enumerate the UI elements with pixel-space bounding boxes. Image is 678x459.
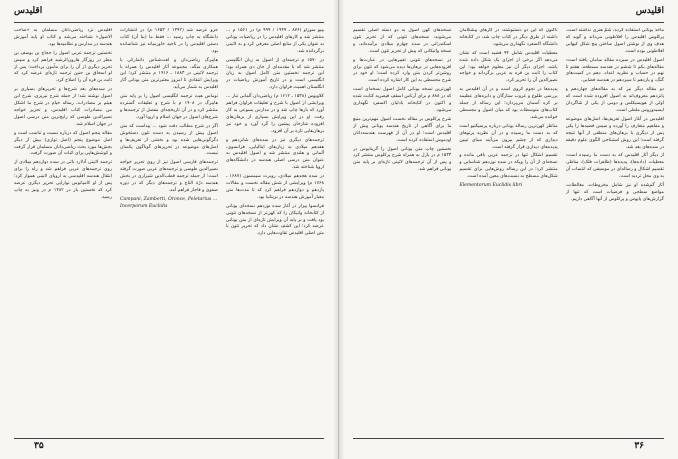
paragraph: در ۱۵۷۰ م ترجمه‌ای از اصول به زبان انگلیسی منتشر شد که با مقدمه‌ای از جان دی همراه بود؛ این ترجمه نخستین متن کامل اصول به زبان انگلیسی است و در تاریخ آموزش ریاضیات در انگلستان اهمیت فراوان دارد. <box>226 57 324 91</box>
left-page-column-3 <box>14 28 112 435</box>
right-page-column-1 <box>566 28 664 435</box>
paragraph: مناظر کهن‌ترین رساله یونانی درباره پرسپکتیو است که به دست ما رسیده و در آن نظریه پرتوهای دیداری که از چشم بیرون می‌آیند مبنای تبیین پدیده‌های دیداری قرار گرفته است. <box>459 123 558 150</box>
right-page-header <box>353 6 664 23</box>
paragraph: مقاله پنجم اصول که درباره نسبت و تناسب است و اصل موضوع پنجم (اصل توازی) بیش از دیگر بخش‌ها مورد بحث ریاضی‌دانان مسلمان قرار گرفت و کوشش‌هایی برای اثبات آن صورت گرفت. <box>14 130 112 157</box>
paragraph: نخستین چاپ متن یونانی اصول را گرینایوس در ۱۵۳۳ م در بازل به همراه شرح پرکلوس منتشر کرد و پس از آن ترجمه‌های لاتینی تازه‌ای بر پایه متن یونانی فراهم شد. <box>353 146 452 173</box>
left-page-columns <box>14 28 324 435</box>
paragraph: پدیده‌ها در نجوم کروی است و در آن اقلیدس به بررسی طلوع و غروب ستارگان و دایره‌های عظیمه بر کره آسمان می‌پردازد؛ این رساله از جمله کتاب‌های متوسطات بود که میان اصول و مجسطی خوانده می‌شد. <box>459 87 558 120</box>
right-page <box>339 0 678 459</box>
right-page-column-2 <box>459 28 557 435</box>
right-page-columns <box>353 28 664 435</box>
left-page-running-title: اقلیدس <box>14 6 43 16</box>
paragraph: ترجمه‌های فارسی اصول نیز از روی تحریر خواجه نصیرالدین طوسی و ترجمه‌های عربی صورت گرفته است؛ از جمله ترجمه قطب‌الدین شیرازی در بخش هندسه درّة التاج و ترجمه‌های دیگر که در دوره صفوی و قاجار فراهم آمد. <box>120 160 218 193</box>
left-page-header <box>14 6 324 23</box>
left-page-column-1 <box>226 28 324 435</box>
right-page-footer <box>353 438 664 453</box>
paragraph: در سده هجدهم میلادی، روبرت سیمسون (۱۶۸۷ ـ ۱۷۶۸ م) ویرایشی از شش مقاله نخست و مقالات یازدهم و دوازدهم فراهم کرد که تا مدت‌ها متن معیار آموزش هندسه در بریتانیا بود. <box>226 174 324 200</box>
latin-citation: Campani, Zamberti, Oronce, Peletarius ... Incerporum Euclidis <box>120 196 218 209</box>
paragraph: کهن‌ترین نسخه یونانی کامل اصول نسخه‌ای است که در ۸۸۸ م برای آرتاس اسقف قیصریه کتابت شده و اکنون در کتابخانه بادلیان اکسفرد نگهداری می‌شود. <box>353 87 452 113</box>
paragraph: توماس هیث ترجمه انگلیسی اصول را بر پایه متن هایبرگ در ۱۹۰۸ م با شرح و تعلیقات گسترده منتشر کرد و در آن تاریخچه‌ای مفصل از ترجمه‌ها و شرح‌های اصول در جهان اسلام و اروپا آورد. <box>120 94 218 120</box>
paragraph: از دیگر آثار اقلیدس که به دست ما رسیده است: معطیات (داده‌ها)، پدیده‌ها (ظاهرات فلک)، مناظر، تقسیم اشکال و رساله‌ای در موسیقی که انتساب آن به وی محل تردید است. <box>565 153 664 180</box>
paragraph: هایبرگ ریاضی‌دان و لغت‌شناس دانمارکی با همکاری منگه، مجموعه آثار اقلیدس را همراه با ترجمه لاتینی در ۱۸۸۳ ـ ۱۹۱۶ م منتشر کرد؛ این ویرایش انتقادی تا امروز معتبرترین متن یونانی آثار اقلیدس به شمار می‌آید. <box>120 57 218 91</box>
latin-citation: Elementorum Euclidis libri <box>459 183 523 189</box>
paragraph: مِیو سوزاو (۸۷۶ ـ ۱۹۴۹ / ۹۹۹ م) در ۱۵۶۱ م ... منتشر شد و کارهای اقلیدس را در ریاضیات یونانی به عنوان یکی از منابع اصلی معرفی کرد و به لاتینی برگردانده شد. <box>226 28 324 54</box>
paragraph: فرانسوا پیرار در آغاز سده نوزدهم نسخه‌ای یونانی از کتابخانه واتیکان را که کهن‌تر از نسخه‌های تئونی بود یافت و بر پایه آن ویرایش تازه‌ای از متن یونانی عرضه کرد؛ این کشف نشان داد که تحریر تئون با متن اصلی اقلیدس تفاوت‌هایی دارد. <box>226 203 324 237</box>
paragraph: دو مقاله دیگر نیز که به مقاله‌های چهاردهم و پانزدهم معروف‌اند به اصول افزوده شده است که اولی از هوپسیکلس و دومی از یکی از شاگردان ایسیدوروس ملطی است. <box>565 87 664 113</box>
paragraph: در سده‌های بعد شرح‌ها و تحریرهای بسیاری بر اصول نوشته شد؛ از جمله شرح نیریزی، شرح ابن هیثم بر مصادرات، رساله خیام در شرح ما اشکل من مصادرات کتاب اقلیدس، و تحریر خواجه نصیرالدین طوسی که رایج‌ترین متن درسی اصول در جهان اسلام شد. <box>14 87 112 127</box>
paragraph: در نسخه‌های تئونی تغییرهایی در عبارت‌ها و افزوده‌هایی در برهان‌ها دیده می‌شود که تئون برای روشن‌تر کردن متن وارد کرده است؛ او خود در شرح مجسطی به این کار اشاره کرده است. <box>353 57 452 84</box>
left-page-number: ۳۵ <box>34 441 44 451</box>
paragraph: ترجمه‌های دیگری نیز در سده‌های شانزدهم و هفدهم میلادی به زبان‌های ایتالیایی، فرانسوی، آلمانی و هلندی منتشر شد و اصول اقلیدس به عنوان متن درسی اصلی هندسه در دانشگاه‌های اروپا شناخته شد. <box>226 137 324 171</box>
book-gutter-shadow <box>333 0 345 459</box>
paragraph: اگر در شرح مطالب دقت شود ... پیداست که متن اصول پیش از رسیدن به دست تئون دستخوش دگرگونی‌هایی شده بود و بخشی از تعریف‌ها و اصل‌های موضوعه در تحریرهای گوناگون یکسان نیست. <box>120 123 218 157</box>
left-page-column-2 <box>120 28 218 435</box>
paragraph: نخستین ترجمه عربی اصول را حجاج بن یوسف بن مطر در روزگار هارون‌الرشید فراهم کرد و سپس تحریر دیگری از آن را برای مأمون پرداخت؛ پس از او اسحاق بن حنین ترجمه تازه‌ای عرضه کرد که ثابت بن قره آن را اصلاح کرد. <box>14 50 112 84</box>
paragraph: نسخه‌های کهن اصول به دو دسته اصلی تقسیم می‌شوند: نسخه‌های تئونی که از تحریر تئون اسکندرانی در سده چهارم میلادی برآمده‌اند، و نسخه واتیکانی که پیش از تحریر تئون است. <box>353 28 452 54</box>
paragraph: کلاویوس (۱۵۳۸ ـ ۱۶۱۲ م) ریاضی‌دان آلمانی تبار ... ویرایشی از اصول با شرح و تعلیقات فراوان فراهم آورد که بارها چاپ شد و در مدارس یسوعی به کار رفت. او در این ویرایش بسیاری از برهان‌های افزوده شارحان پیشین را گرد آورد و خود نیز برهان‌هایی تازه بر آن افزود. <box>226 94 324 134</box>
paragraph: مآخذ یونانی استفاده کرده، شمّ هنری نداشته است. پرکلوس اقلیدس را افلاطونی می‌داند و گوید که هدف وی از نوشتن اصول ساختن پنج شکل کیهانی افلاطونی بوده است. <box>565 28 664 54</box>
paragraph: ترجمه لاتینی آدلارد باثی در سده دوازدهم میلادی از روی ترجمه‌های عربی فراهم شد و راه را برای انتقال هندسه اقلیدسی به اروپای لاتینی هموار کرد؛ پس از او کامپانوس نوارایی تحریر دیگری عرضه کرد که نخستین بار در ۱۴۸۲ م در ونیز به چاپ رسید. <box>14 160 112 200</box>
paragraph: اقلیدس در آغاز اصول تعریف‌ها، اصل‌های موضوعه و مفاهیم متعارف را آورده و سپس قضیه‌ها را یکی پس از دیگری با برهان‌های منطقی از آنها نتیجه گرفته است؛ این روش استنتاجی الگوی علوم دقیقه در سده‌های بعد شد. <box>565 116 664 150</box>
left-page-footer <box>14 438 324 453</box>
paragraph: جزو عرضه شد (۱۳۹۲ / ۱۶۵۳ م) در انتشارات دانشگاه به چاپ رسید ... فقط ما (بنا آن) کتاب دستی اقلیدس را در ناحیه خاورمیانه نیز شناسانده بود. <box>120 28 218 54</box>
right-page-number: ۳۶ <box>634 441 644 451</box>
right-page-running-title: اقلیدس <box>635 6 664 16</box>
paragraph: معطیات اقلیدس شامل ۹۴ قضیه است که نشان می‌دهد اگر برخی از اجزای یک شکل داده شده باشد، اجزای دیگر آن نیز معلوم خواهد بود؛ این کتاب را ثابت بن قره به عربی برگرداند و خواجه نصیرالدین آن را تحریر کرد. <box>459 50 558 84</box>
paragraph: تاکنون که این دو دستنوشته، در کارهای پیشگامان داشته از طرق دیگر در کتاب چاپ شد، در کتابخانه دانشگاه اکسفرد نگهداری می‌شود. <box>459 28 558 47</box>
right-page-column-3 <box>353 28 451 435</box>
paragraph: اصول اقلیدس در سیزده مقاله سامان یافته است: مقاله‌های یکم تا ششم در هندسه مسطحه، هفتم تا نهم در حساب و نظریه اعداد، دهم در کمیت‌های گنگ، و یازدهم تا سیزدهم در هندسه فضایی. <box>565 57 664 84</box>
paragraph: آثار گم‌شده او نیز شامل مخروطات، مغالطات، مواضع سطحی و فرضیات است که تنها از گزارش‌های پاپوس و پرکلوس از آنها آگاهی داریم. <box>565 183 664 202</box>
paragraph: تقسیم اشکال تنها در ترجمه عربی باقی مانده و نسخه‌ای از آن را وپکه در سده نوزدهم شناسایی و منتشر کرد؛ در این رساله روش‌هایی برای تقسیم شکل‌های مسطح به نسبت‌های معین آمده است. <box>459 153 558 180</box>
paragraph: شرح پرکلوس بر مقاله نخست اصول مهم‌ترین منبع ما برای آگاهی از تاریخ هندسه یونانی پیش از اقلیدس است؛ او در آن از فهرست هندسه‌دانان اودموس استفاده کرده است. <box>353 116 452 143</box>
paragraph: اقلیدس نزد ریاضی‌دانان مسلمان به «صاحب الاصول» شناخته می‌شد و کتاب او پایه آموزش هندسه در مدارس و نظامیه‌ها بود. <box>14 28 112 47</box>
